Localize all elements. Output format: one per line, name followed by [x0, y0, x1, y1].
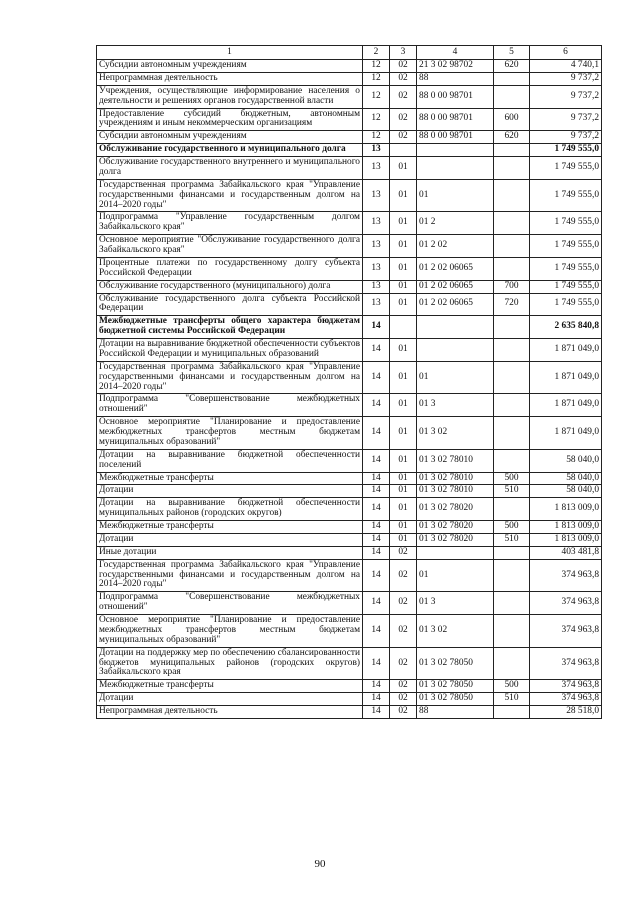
row-amount-cell: 1 749 555,0 — [530, 235, 602, 258]
row-expense-type-cell: 720 — [494, 293, 530, 316]
row-subsection-cell: 02 — [390, 131, 417, 144]
row-target-article-cell: 01 2 — [417, 212, 494, 235]
row-amount-cell: 374 963,8 — [530, 647, 602, 680]
row-amount-cell: 1 749 555,0 — [530, 257, 602, 280]
row-target-article-cell: 01 3 02 78050 — [417, 693, 494, 706]
row-target-article-cell: 01 2 02 06065 — [417, 293, 494, 316]
row-section-cell: 12 — [363, 60, 390, 73]
table-row — [97, 293, 602, 316]
budget-table-body — [97, 46, 602, 719]
row-expense-type-cell — [494, 257, 530, 280]
row-section-cell: 13 — [363, 280, 390, 293]
row-amount-cell: 1 749 555,0 — [530, 179, 602, 212]
row-expense-type-cell: 620 — [494, 60, 530, 73]
row-expense-type-cell — [494, 417, 530, 450]
row-subsection-cell: 02 — [390, 108, 417, 131]
row-section-cell: 14 — [363, 559, 390, 592]
row-section-cell: 13 — [363, 144, 390, 157]
row-subsection-cell: 01 — [390, 394, 417, 417]
row-target-article-cell: 01 3 — [417, 394, 494, 417]
table-row — [97, 472, 602, 485]
row-name-cell: Обслуживание государственного внутреннего и муниципального долга — [97, 157, 363, 180]
row-section-cell: 14 — [363, 647, 390, 680]
row-target-article-cell: 01 2 02 06065 — [417, 280, 494, 293]
row-target-article-cell: 01 3 02 78050 — [417, 680, 494, 693]
row-name-cell: Процентные платежи по государственному долгу субъекта Российской Федерации — [97, 257, 363, 280]
row-subsection-cell: 02 — [390, 85, 417, 108]
row-expense-type-cell — [494, 559, 530, 592]
row-section-cell: 13 — [363, 235, 390, 258]
row-expense-type-cell: 510 — [494, 693, 530, 706]
row-expense-type-cell: 510 — [494, 533, 530, 546]
row-expense-type-cell: 500 — [494, 521, 530, 534]
table-row — [97, 417, 602, 450]
row-section-cell: 14 — [363, 498, 390, 521]
row-expense-type-cell — [494, 449, 530, 472]
row-subsection-cell: 01 — [390, 293, 417, 316]
row-section-cell: 12 — [363, 85, 390, 108]
row-subsection-cell: 02 — [390, 706, 417, 719]
row-target-article-cell: 01 3 02 78010 — [417, 472, 494, 485]
row-expense-type-cell: 600 — [494, 108, 530, 131]
table-row — [97, 212, 602, 235]
row-section-cell: 14 — [363, 485, 390, 498]
row-subsection-cell: 01 — [390, 533, 417, 546]
row-section-cell: 13 — [363, 257, 390, 280]
row-amount-cell: 1 749 555,0 — [530, 157, 602, 180]
row-name-cell: Дотации на выравнивание бюджетной обеспеченности муниципальных районов (городских округов) — [97, 498, 363, 521]
row-subsection-cell: 02 — [390, 592, 417, 615]
row-subsection-cell: 02 — [390, 72, 417, 85]
row-subsection-cell — [390, 316, 417, 339]
row-target-article-cell — [417, 546, 494, 559]
table-row — [97, 533, 602, 546]
row-name-cell: Обслуживание государственного долга субъекта Российской Федерации — [97, 293, 363, 316]
row-target-article-cell: 01 3 — [417, 592, 494, 615]
row-name-cell: Дотации на выравнивание бюджетной обеспеченности поселений — [97, 449, 363, 472]
row-target-article-cell: 01 3 02 78020 — [417, 521, 494, 534]
table-row — [97, 615, 602, 648]
row-subsection-cell: 02 — [390, 680, 417, 693]
row-amount-cell: 9 737,2 — [530, 108, 602, 131]
row-section-cell: 14 — [363, 533, 390, 546]
row-expense-type-cell: 500 — [494, 680, 530, 693]
row-amount-cell: 374 963,8 — [530, 693, 602, 706]
row-target-article-cell — [417, 157, 494, 180]
row-amount-cell: 374 963,8 — [530, 592, 602, 615]
row-name-cell: Учреждения, осуществляющие информирование населения о деятельности и решениях органов государственной власти — [97, 85, 363, 108]
table-row — [97, 60, 602, 73]
row-target-article-cell — [417, 339, 494, 362]
row-section-cell: 14 — [363, 361, 390, 394]
row-expense-type-cell: 510 — [494, 485, 530, 498]
table-row — [97, 235, 602, 258]
row-target-article-cell — [417, 144, 494, 157]
row-name-cell: Непрограммная деятельность — [97, 72, 363, 85]
header-col-6: 6 — [530, 46, 602, 60]
row-amount-cell: 1 749 555,0 — [530, 212, 602, 235]
table-row — [97, 559, 602, 592]
row-target-article-cell: 88 0 00 98701 — [417, 131, 494, 144]
row-expense-type-cell: 620 — [494, 131, 530, 144]
row-amount-cell: 1 871 049,0 — [530, 361, 602, 394]
table-row — [97, 316, 602, 339]
row-name-cell: Обслуживание государственного (муниципального) долга — [97, 280, 363, 293]
row-expense-type-cell — [494, 157, 530, 180]
row-target-article-cell: 01 3 02 78010 — [417, 449, 494, 472]
row-amount-cell: 9 737,2 — [530, 85, 602, 108]
row-target-article-cell — [417, 316, 494, 339]
row-target-article-cell: 01 2 02 — [417, 235, 494, 258]
row-subsection-cell: 01 — [390, 498, 417, 521]
row-amount-cell: 374 963,8 — [530, 680, 602, 693]
row-section-cell: 14 — [363, 680, 390, 693]
row-target-article-cell: 01 — [417, 179, 494, 212]
row-amount-cell: 2 635 840,8 — [530, 316, 602, 339]
row-section-cell: 14 — [363, 615, 390, 648]
row-name-cell: Государственная программа Забайкальского края "Управление государственными финансами и государственным долгом на 2014–2020 годы" — [97, 179, 363, 212]
table-row — [97, 157, 602, 180]
table-row — [97, 647, 602, 680]
table-row — [97, 280, 602, 293]
row-expense-type-cell — [494, 85, 530, 108]
row-subsection-cell: 01 — [390, 521, 417, 534]
table-row — [97, 85, 602, 108]
row-section-cell: 12 — [363, 131, 390, 144]
row-subsection-cell: 01 — [390, 280, 417, 293]
row-name-cell: Предоставление субсидий бюджетным, автономным учреждениям и иным некоммерческим организациям — [97, 108, 363, 131]
row-amount-cell: 374 963,8 — [530, 615, 602, 648]
row-name-cell: Подпрограмма "Совершенствование межбюджетных отношений" — [97, 592, 363, 615]
row-name-cell: Дотации — [97, 485, 363, 498]
row-target-article-cell: 01 3 02 78020 — [417, 498, 494, 521]
row-target-article-cell: 01 — [417, 361, 494, 394]
column-number-header-row — [97, 46, 602, 60]
header-col-2: 2 — [363, 46, 390, 60]
row-name-cell: Основное мероприятие "Планирование и предоставление межбюджетных трансфертов местным бюджетам муниципальных образований" — [97, 615, 363, 648]
row-amount-cell: 58 040,0 — [530, 485, 602, 498]
row-section-cell: 14 — [363, 546, 390, 559]
row-section-cell: 14 — [363, 449, 390, 472]
row-amount-cell: 1 749 555,0 — [530, 144, 602, 157]
row-expense-type-cell — [494, 615, 530, 648]
row-name-cell: Государственная программа Забайкальского края "Управление государственными финансами и государственным долгом на 2014–2020 годы" — [97, 559, 363, 592]
row-expense-type-cell — [494, 179, 530, 212]
row-subsection-cell: 02 — [390, 546, 417, 559]
row-target-article-cell: 88 — [417, 706, 494, 719]
table-row — [97, 498, 602, 521]
row-name-cell: Межбюджетные трансферты — [97, 521, 363, 534]
row-section-cell: 13 — [363, 212, 390, 235]
row-name-cell: Дотации — [97, 693, 363, 706]
row-section-cell: 13 — [363, 157, 390, 180]
row-expense-type-cell — [494, 706, 530, 719]
row-amount-cell: 58 040,0 — [530, 472, 602, 485]
table-row — [97, 257, 602, 280]
row-name-cell: Обслуживание государственного и муниципального долга — [97, 144, 363, 157]
row-expense-type-cell — [494, 546, 530, 559]
row-subsection-cell: 01 — [390, 257, 417, 280]
row-section-cell: 14 — [363, 316, 390, 339]
row-expense-type-cell — [494, 235, 530, 258]
table-row — [97, 521, 602, 534]
row-target-article-cell: 88 — [417, 72, 494, 85]
row-expense-type-cell — [494, 647, 530, 680]
table-row — [97, 108, 602, 131]
row-expense-type-cell — [494, 212, 530, 235]
table-row — [97, 179, 602, 212]
row-target-article-cell: 01 2 02 06065 — [417, 257, 494, 280]
row-target-article-cell: 01 3 02 78050 — [417, 647, 494, 680]
row-subsection-cell: 01 — [390, 472, 417, 485]
row-expense-type-cell: 500 — [494, 472, 530, 485]
row-expense-type-cell — [494, 144, 530, 157]
row-subsection-cell: 01 — [390, 417, 417, 450]
row-name-cell: Субсидии автономным учреждениям — [97, 131, 363, 144]
row-subsection-cell: 01 — [390, 361, 417, 394]
row-expense-type-cell — [494, 72, 530, 85]
header-col-4: 4 — [417, 46, 494, 60]
row-subsection-cell: 02 — [390, 60, 417, 73]
header-col-5: 5 — [494, 46, 530, 60]
row-subsection-cell: 01 — [390, 157, 417, 180]
row-section-cell: 14 — [363, 472, 390, 485]
table-row — [97, 693, 602, 706]
table-row — [97, 361, 602, 394]
row-expense-type-cell — [494, 361, 530, 394]
row-amount-cell: 1 749 555,0 — [530, 293, 602, 316]
row-target-article-cell: 88 0 00 98701 — [417, 85, 494, 108]
table-row — [97, 485, 602, 498]
row-amount-cell: 1 749 555,0 — [530, 280, 602, 293]
header-col-1: 1 — [97, 46, 363, 60]
row-name-cell: Межбюджетные трансферты — [97, 472, 363, 485]
row-name-cell: Непрограммная деятельность — [97, 706, 363, 719]
row-name-cell: Дотации на поддержку мер по обеспечению сбалансированности бюджетов муниципальных районов (городских округов) Забайкальского края — [97, 647, 363, 680]
page-number: 90 — [314, 858, 326, 870]
row-subsection-cell: 01 — [390, 179, 417, 212]
row-section-cell: 13 — [363, 179, 390, 212]
row-expense-type-cell — [494, 316, 530, 339]
row-subsection-cell: 01 — [390, 235, 417, 258]
row-name-cell: Межбюджетные трансферты — [97, 680, 363, 693]
row-target-article-cell: 01 3 02 — [417, 615, 494, 648]
row-target-article-cell: 01 3 02 — [417, 417, 494, 450]
row-expense-type-cell — [494, 339, 530, 362]
row-section-cell: 14 — [363, 394, 390, 417]
row-expense-type-cell: 700 — [494, 280, 530, 293]
row-section-cell: 14 — [363, 706, 390, 719]
row-subsection-cell — [390, 144, 417, 157]
row-subsection-cell: 02 — [390, 559, 417, 592]
row-name-cell: Основное мероприятие "Планирование и предоставление межбюджетных трансфертов местным бюджетам муниципальных образований" — [97, 417, 363, 450]
row-subsection-cell: 01 — [390, 485, 417, 498]
table-row — [97, 706, 602, 719]
row-name-cell: Государственная программа Забайкальского края "Управление государственными финансами и государственным долгом на 2014–2020 годы" — [97, 361, 363, 394]
row-name-cell: Подпрограмма "Совершенствование межбюджетных отношений" — [97, 394, 363, 417]
table-row — [97, 592, 602, 615]
row-subsection-cell: 02 — [390, 615, 417, 648]
row-name-cell: Субсидии автономным учреждениям — [97, 60, 363, 73]
row-name-cell: Межбюджетные трансферты общего характера бюджетам бюджетной системы Российской Федерации — [97, 316, 363, 339]
row-subsection-cell: 01 — [390, 212, 417, 235]
row-section-cell: 14 — [363, 417, 390, 450]
row-section-cell: 12 — [363, 72, 390, 85]
row-amount-cell: 1 813 009,0 — [530, 533, 602, 546]
table-row — [97, 72, 602, 85]
row-amount-cell: 58 040,0 — [530, 449, 602, 472]
row-name-cell: Дотации — [97, 533, 363, 546]
table-row — [97, 131, 602, 144]
row-amount-cell: 9 737,2 — [530, 72, 602, 85]
row-target-article-cell: 01 — [417, 559, 494, 592]
table-row — [97, 339, 602, 362]
row-subsection-cell: 02 — [390, 647, 417, 680]
row-section-cell: 14 — [363, 693, 390, 706]
row-target-article-cell: 01 3 02 78010 — [417, 485, 494, 498]
row-section-cell: 12 — [363, 108, 390, 131]
row-amount-cell: 1 813 009,0 — [530, 498, 602, 521]
row-target-article-cell: 01 3 02 78020 — [417, 533, 494, 546]
header-col-3: 3 — [390, 46, 417, 60]
row-amount-cell: 9 737,2 — [530, 131, 602, 144]
row-amount-cell: 403 481,8 — [530, 546, 602, 559]
row-name-cell: Дотации на выравнивание бюджетной обеспеченности субъектов Российской Федерации и муниципальных образований — [97, 339, 363, 362]
row-name-cell: Подпрограмма "Управление государственным долгом Забайкальского края" — [97, 212, 363, 235]
table-row — [97, 680, 602, 693]
row-section-cell: 14 — [363, 521, 390, 534]
table-row — [97, 144, 602, 157]
row-expense-type-cell — [494, 498, 530, 521]
row-section-cell: 14 — [363, 592, 390, 615]
row-name-cell: Основное мероприятие "Обслуживание государственного долга Забайкальского края" — [97, 235, 363, 258]
row-subsection-cell: 01 — [390, 339, 417, 362]
row-amount-cell: 374 963,8 — [530, 559, 602, 592]
row-amount-cell: 1 871 049,0 — [530, 394, 602, 417]
row-amount-cell: 28 518,0 — [530, 706, 602, 719]
row-expense-type-cell — [494, 592, 530, 615]
row-name-cell: Иные дотации — [97, 546, 363, 559]
row-section-cell: 13 — [363, 293, 390, 316]
budget-table — [96, 45, 602, 719]
row-amount-cell: 1 813 009,0 — [530, 521, 602, 534]
table-row — [97, 546, 602, 559]
row-expense-type-cell — [494, 394, 530, 417]
row-amount-cell: 1 871 049,0 — [530, 417, 602, 450]
row-amount-cell: 1 871 049,0 — [530, 339, 602, 362]
table-row — [97, 394, 602, 417]
table-row — [97, 449, 602, 472]
row-target-article-cell: 21 3 02 98702 — [417, 60, 494, 73]
row-section-cell: 14 — [363, 339, 390, 362]
row-amount-cell: 4 740,1 — [530, 60, 602, 73]
row-target-article-cell: 88 0 00 98701 — [417, 108, 494, 131]
row-subsection-cell: 01 — [390, 449, 417, 472]
row-subsection-cell: 02 — [390, 693, 417, 706]
